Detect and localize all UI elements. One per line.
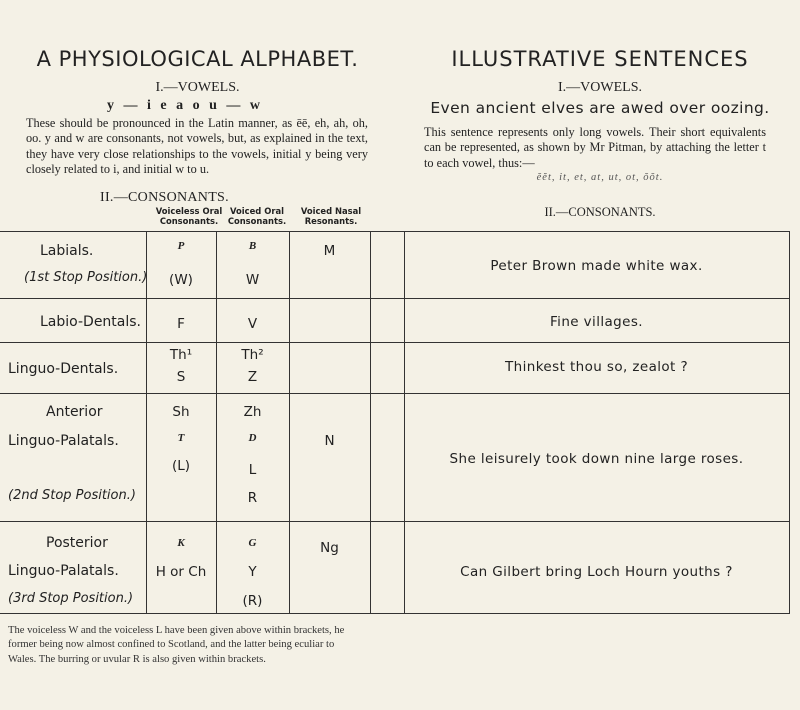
col-divider — [216, 231, 217, 613]
cell-voiced-l: L — [248, 462, 257, 478]
vowels-paragraph: These should be pronounced in the Latin manner, as ēē, eh, ah, oh, oo. y and w are consonants, not vowels, but, as explained in the text, they have very close relationships to the vowels, initial y being very closely related to i, and initial w to u. — [26, 116, 368, 177]
col-divider — [146, 231, 147, 613]
row-label-linguo-palatals: Linguo-Palatals. — [8, 563, 119, 579]
right-vowels-paragraph: This sentence represents only long vowels. Their short equivalents can be represented, as shown by Mr Pitman, by attaching the letter t to each vowel, thus:— — [424, 125, 766, 170]
row-position-third: (3rd Stop Position.) — [8, 591, 134, 606]
row-label-labio-dentals: Labio-Dentals. — [40, 314, 142, 330]
cell-voiced-zh: Zh — [243, 404, 262, 420]
mark-k: K — [177, 537, 185, 549]
col-voiced-oral: Voiced Oral Consonants. — [227, 206, 287, 226]
sentence-anterior: She leisurely took down nine large roses. — [449, 451, 744, 467]
footnote: The voiceless W and the voiceless L have been given above within brackets, he former being now almost confined to Scotland, and the latter being eculiar to Wales. The burring or uvular R is also given within brackets. — [8, 625, 345, 665]
row-label-linguo-dentals: Linguo-Dentals. — [8, 361, 119, 377]
cell-voiceless-s: S — [176, 369, 186, 385]
cell-voiced-w: W — [245, 272, 260, 288]
row-divider — [0, 521, 790, 522]
cell-voiced-r-uvular: (R) — [242, 593, 263, 609]
col-voiced-nasal: Voiced Nasal Resonants. — [300, 206, 362, 226]
cell-voiced-th2: Th² — [241, 347, 264, 363]
mark-t: T — [177, 432, 185, 444]
cell-nasal-ng: Ng — [320, 540, 339, 556]
row-label-posterior: Posterior — [46, 535, 108, 551]
cell-nasal-m: M — [323, 243, 336, 259]
row-label-linguo-palatals: Linguo-Palatals. — [8, 433, 119, 449]
cell-voiced-r: R — [247, 490, 258, 506]
cell-voiceless-w: (W) — [169, 272, 193, 288]
cell-voiceless-sh: Sh — [172, 404, 190, 420]
row-divider — [0, 342, 790, 343]
col-divider — [404, 231, 405, 613]
vowels-example: ĕĕt, it, et, at, ut, ot, ŏŏt. — [536, 172, 664, 183]
table-top-rule — [0, 231, 790, 232]
vowel-sequence: y — i e a o u — w — [107, 98, 263, 113]
cell-voiced-y: Y — [248, 564, 257, 580]
page-title: A PHYSIOLOGICAL ALPHABET. — [36, 47, 359, 71]
mark-g: G — [248, 537, 257, 549]
cell-voiceless-f: F — [177, 316, 185, 332]
mark-p: P — [177, 240, 185, 252]
vowels-heading: I.—VOWELS. — [155, 80, 240, 95]
cell-voiceless-l: (L) — [171, 458, 191, 474]
row-label-labials: Labials. — [40, 243, 94, 259]
sentence-linguo-dentals: Thinkest thou so, zealot ? — [504, 359, 689, 375]
row-label-anterior: Anterior — [46, 404, 103, 420]
row-divider — [0, 393, 790, 394]
cell-nasal-n: N — [324, 433, 335, 449]
cell-voiceless-th1: Th¹ — [169, 347, 193, 363]
sentence-labio-dentals: Fine villages. — [549, 314, 643, 330]
vowels-sentence: Even ancient elves are awed over oozing. — [430, 99, 770, 117]
col-divider — [370, 231, 371, 613]
sentence-posterior: Can Gilbert bring Loch Hourn youths ? — [460, 564, 733, 580]
sentence-labials: Peter Brown made white wax. — [490, 258, 703, 274]
right-vowels-heading: I.—VOWELS. — [558, 80, 642, 95]
col-voiceless-oral: Voiceless Oral Consonants. — [155, 206, 223, 226]
row-position-second: (2nd Stop Position.) — [8, 488, 136, 503]
cell-voiceless-h-ch: H or Ch — [155, 564, 207, 580]
row-position-first: (1st Stop Position.) — [24, 270, 148, 285]
cell-voiced-z: Z — [247, 369, 258, 385]
right-consonants-heading: II.—CONSONANTS. — [544, 205, 656, 219]
table-bottom-rule — [0, 613, 790, 614]
sentences-title: ILLUSTRATIVE SENTENCES — [451, 47, 749, 71]
mark-d: D — [248, 432, 257, 444]
consonants-heading: II.—CONSONANTS. — [100, 190, 229, 205]
row-divider — [0, 298, 790, 299]
mark-b: B — [248, 240, 257, 252]
col-divider — [789, 231, 790, 613]
cell-voiced-v: V — [247, 316, 258, 332]
